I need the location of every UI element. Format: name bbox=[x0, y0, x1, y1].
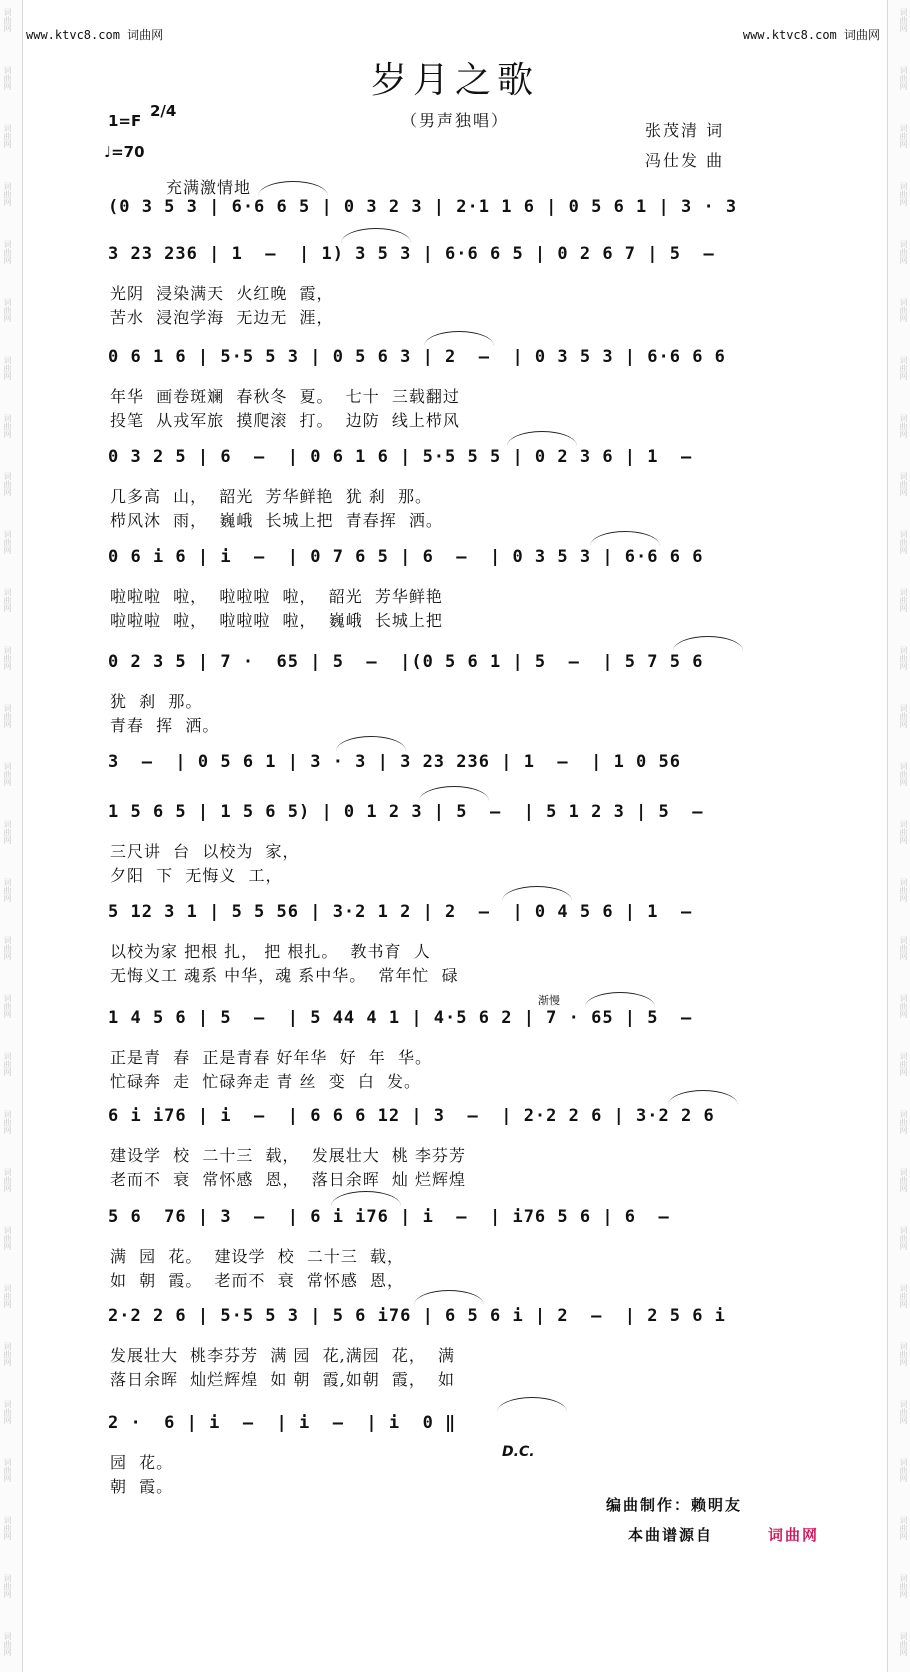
note-sequence: 5 6 76 | 3 – | 6 i i76 | i – | i76 5 6 | 6 – bbox=[108, 1207, 670, 1227]
watermark-text: 词曲网 bbox=[899, 1400, 908, 1424]
watermark-text: 词曲网 bbox=[3, 66, 12, 90]
lyric-line: 建设学 校 二十三 载， 发展壮大 桃 李芬芳 bbox=[110, 1146, 466, 1165]
slur-mark bbox=[336, 736, 406, 751]
note-sequence: 2 · 6 | i – | i – | i 0 ‖ bbox=[108, 1413, 457, 1433]
lyric-line: 落日余晖 灿烂辉煌 如 朝 霞,如朝 霞， 如 bbox=[110, 1370, 456, 1389]
score-line bbox=[108, 1411, 780, 1435]
lyric-line: 以校为家 把根 扎， 把 根扎。 教书育 人 bbox=[110, 942, 431, 961]
watermark-text: 词曲网 bbox=[899, 1110, 908, 1134]
lyric-line: 满 园 花。 建设学 校 二十三 载， bbox=[110, 1247, 405, 1266]
watermark-text: 词曲网 bbox=[3, 530, 12, 554]
note-sequence: 5 12 3 1 | 5 5 56 | 3·2 1 2 | 2 – | 0 4 5 6 | 1 – bbox=[108, 902, 693, 922]
watermark-text: 词曲网 bbox=[3, 936, 12, 960]
score-line bbox=[108, 1104, 780, 1128]
watermark-text: 词曲网 bbox=[899, 414, 908, 438]
slur-mark bbox=[341, 228, 411, 243]
watermark-text: 词曲网 bbox=[899, 124, 908, 148]
watermark-text: 词曲网 bbox=[3, 588, 12, 612]
watermark-text: 词曲网 bbox=[3, 1110, 12, 1134]
score-line bbox=[108, 1205, 780, 1229]
watermark-text: 词曲网 bbox=[3, 124, 12, 148]
note-sequence: 3 – | 0 5 6 1 | 3 · 3 | 3 23 236 | 1 – | 1 0 56 bbox=[108, 752, 681, 772]
lyric-line: 啦啦啦 啦， 啦啦啦 啦， 韶光 芳华鲜艳 bbox=[110, 587, 443, 606]
watermark-text: 词曲网 bbox=[899, 240, 908, 264]
score-line bbox=[108, 545, 780, 569]
lyric-line: 正是青 春 正是青春 好年华 好 年 华。 bbox=[110, 1048, 432, 1067]
score-line bbox=[108, 800, 780, 824]
score-line bbox=[108, 1304, 780, 1328]
watermark-text: 词曲网 bbox=[3, 762, 12, 786]
lyric-line: 老而不 衰 常怀感 恩， 落日余晖 灿 烂辉煌 bbox=[110, 1170, 466, 1189]
tempo-mark: ♩=70 bbox=[104, 143, 145, 161]
score-line bbox=[108, 345, 780, 369]
watermark-text: 词曲网 bbox=[3, 8, 12, 32]
slur-mark bbox=[258, 181, 328, 196]
lyric-line: 年华 画卷斑斓 春秋冬 夏。 七十 三载翻过 bbox=[110, 387, 460, 406]
lyric-line: 几多高 山， 韶光 芳华鲜艳 犹 刹 那。 bbox=[110, 487, 432, 506]
song-subtitle: （男声独唱） bbox=[400, 111, 509, 130]
watermark-text: 词曲网 bbox=[3, 1168, 12, 1192]
song-title: 岁月之歌 bbox=[370, 60, 539, 101]
lyric-line: 三尺讲 台 以校为 家， bbox=[110, 842, 300, 861]
watermark-text: 词曲网 bbox=[3, 820, 12, 844]
slur-mark bbox=[502, 886, 572, 901]
watermark-text: 词曲网 bbox=[3, 1342, 12, 1366]
source-site-link[interactable]: 词曲网 bbox=[768, 1526, 820, 1544]
slur-mark bbox=[507, 431, 577, 446]
lyric-line: 犹 刹 那。 bbox=[110, 692, 203, 711]
lyric-line: 园 花。 bbox=[110, 1453, 174, 1472]
note-sequence: (0 3 5 3 | 6·6 6 5 | 0 3 2 3 | 2·1 1 6 | 0 5 6 1 | 3 · 3 bbox=[108, 197, 738, 217]
watermark-text: 词曲网 bbox=[3, 1516, 12, 1540]
ritard-mark: 渐慢 bbox=[538, 994, 560, 1007]
slur-mark bbox=[590, 531, 660, 546]
lyric-line: 朝 霞。 bbox=[110, 1477, 174, 1496]
composer-credit: 冯仕发 曲 bbox=[645, 151, 725, 170]
lyric-line: 夕阳 下 无悔义 工， bbox=[110, 866, 283, 885]
lyric-line: 啦啦啦 啦， 啦啦啦 啦， 巍峨 长城上把 bbox=[110, 611, 443, 630]
slur-mark bbox=[673, 636, 743, 651]
watermark-text: 词曲网 bbox=[899, 1168, 908, 1192]
slur-mark bbox=[585, 992, 655, 1007]
lyric-line: 光阴 浸染满天 火红晚 霞， bbox=[110, 284, 334, 303]
time-signature: 2/4 bbox=[150, 102, 177, 120]
slur-mark bbox=[497, 1397, 567, 1412]
note-sequence: 1 4 5 6 | 5 – | 5 44 4 1 | 4·5 6 2 | 7 · 65 | 5 – bbox=[108, 1008, 693, 1028]
note-sequence: 3 23 236 | 1 – | 1) 3 5 3 | 6·6 6 5 | 0 2 6 7 | 5 – bbox=[108, 244, 715, 264]
watermark-text: 词曲网 bbox=[899, 66, 908, 90]
watermark-text: 词曲网 bbox=[899, 820, 908, 844]
site-label-right[interactable]: www.ktvc8.com 词曲网 bbox=[742, 28, 880, 42]
watermark-text: 词曲网 bbox=[3, 414, 12, 438]
lyric-line: 栉风沐 雨， 巍峨 长城上把 青春挥 洒。 bbox=[110, 511, 443, 530]
watermark-text: 词曲网 bbox=[899, 1342, 908, 1366]
note-sequence: 1 5 6 5 | 1 5 6 5) | 0 1 2 3 | 5 – | 5 1 2 3 | 5 – bbox=[108, 802, 704, 822]
slur-mark bbox=[424, 331, 494, 346]
score-line bbox=[108, 650, 780, 674]
watermark-text: 词曲网 bbox=[899, 704, 908, 728]
lyric-line: 无悔义工 魂系 中华，魂 系中华。 常年忙 碌 bbox=[110, 966, 459, 985]
watermark-text: 词曲网 bbox=[899, 1458, 908, 1482]
source-prefix: 本曲谱源自 bbox=[628, 1526, 714, 1544]
lyricist-credit: 张茂清 词 bbox=[645, 121, 725, 140]
note-sequence: 0 6 i 6 | i – | 0 7 6 5 | 6 – | 0 3 5 3 | 6·6 6 6 bbox=[108, 547, 704, 567]
score-line bbox=[108, 750, 780, 774]
watermark-text: 词曲网 bbox=[899, 762, 908, 786]
watermark-text: 词曲网 bbox=[899, 646, 908, 670]
score-line bbox=[108, 445, 780, 469]
watermark-text: 词曲网 bbox=[3, 994, 12, 1018]
watermark-text: 词曲网 bbox=[3, 1284, 12, 1308]
note-sequence: 0 2 3 5 | 7 · 65 | 5 – |(0 5 6 1 | 5 – | 5 7 5 6 bbox=[108, 652, 704, 672]
watermark-text: 词曲网 bbox=[3, 1458, 12, 1482]
lyric-line: 发展壮大 桃李芬芳 满 园 花,满园 花， 满 bbox=[110, 1346, 456, 1365]
watermark-text: 词曲网 bbox=[3, 182, 12, 206]
watermark-text: 词曲网 bbox=[899, 182, 908, 206]
score-line bbox=[108, 242, 780, 266]
watermark-text: 词曲网 bbox=[899, 1632, 908, 1656]
watermark-text: 词曲网 bbox=[899, 1052, 908, 1076]
watermark-text: 词曲网 bbox=[3, 704, 12, 728]
watermark-text: 词曲网 bbox=[899, 472, 908, 496]
expression-mark: 充满激情地 bbox=[166, 178, 252, 197]
note-sequence: 2·2 2 6 | 5·5 5 3 | 5 6 i76 | 6 5 6 i | 2 – | 2 5 6 i bbox=[108, 1306, 726, 1326]
watermark-text: 词曲网 bbox=[899, 8, 908, 32]
score-line bbox=[108, 1006, 780, 1030]
lyric-line: 如 朝 霞。 老而不 衰 常怀感 恩， bbox=[110, 1271, 405, 1290]
watermark-text: 词曲网 bbox=[3, 1052, 12, 1076]
watermark-text: 词曲网 bbox=[899, 356, 908, 380]
dc-mark: D.C. bbox=[502, 1444, 535, 1460]
watermark-text: 词曲网 bbox=[899, 588, 908, 612]
watermark-text: 词曲网 bbox=[899, 1284, 908, 1308]
watermark-text: 词曲网 bbox=[3, 298, 12, 322]
watermark-text: 词曲网 bbox=[3, 1400, 12, 1424]
slur-mark bbox=[414, 1290, 484, 1305]
lyric-line: 苦水 浸泡学海 无边无 涯， bbox=[110, 308, 334, 327]
watermark-text: 词曲网 bbox=[3, 878, 12, 902]
watermark-text: 词曲网 bbox=[3, 1226, 12, 1250]
watermark-text: 词曲网 bbox=[899, 994, 908, 1018]
watermark-text: 词曲网 bbox=[3, 1632, 12, 1656]
note-sequence: 0 6 1 6 | 5·5 5 3 | 0 5 6 3 | 2 – | 0 3 5 3 | 6·6 6 6 bbox=[108, 347, 726, 367]
slur-mark bbox=[331, 1191, 401, 1206]
watermark-text: 词曲网 bbox=[899, 1516, 908, 1540]
watermark-text: 词曲网 bbox=[3, 1574, 12, 1598]
watermark-text: 词曲网 bbox=[899, 936, 908, 960]
note-sequence: 6 i i76 | i – | 6 6 6 12 | 3 – | 2·2 2 6 | 3·2 2 6 bbox=[108, 1106, 715, 1126]
slur-mark bbox=[419, 786, 489, 801]
watermark-text: 词曲网 bbox=[899, 530, 908, 554]
lyric-line: 投笔 从戎军旅 摸爬滚 打。 边防 线上栉风 bbox=[110, 411, 460, 430]
watermark-text: 词曲网 bbox=[3, 472, 12, 496]
arranger-credit: 编曲制作：赖明友 bbox=[606, 1496, 743, 1514]
score-line bbox=[108, 195, 780, 219]
site-label-left[interactable]: www.ktvc8.com 词曲网 bbox=[26, 28, 164, 42]
watermark-text: 词曲网 bbox=[3, 240, 12, 264]
watermark-text: 词曲网 bbox=[3, 646, 12, 670]
lyric-line: 青春 挥 洒。 bbox=[110, 716, 220, 735]
watermark-text: 词曲网 bbox=[899, 298, 908, 322]
note-sequence: 0 3 2 5 | 6 – | 0 6 1 6 | 5·5 5 5 | 0 2 3 6 | 1 – bbox=[108, 447, 693, 467]
watermark-text: 词曲网 bbox=[3, 356, 12, 380]
lyric-line: 忙碌奔 走 忙碌奔走 青 丝 变 白 发。 bbox=[110, 1072, 422, 1091]
watermark-text: 词曲网 bbox=[899, 1226, 908, 1250]
score-line bbox=[108, 900, 780, 924]
watermark-text: 词曲网 bbox=[899, 878, 908, 902]
watermark-text: 词曲网 bbox=[899, 1574, 908, 1598]
key-signature: 1=F bbox=[108, 112, 142, 130]
